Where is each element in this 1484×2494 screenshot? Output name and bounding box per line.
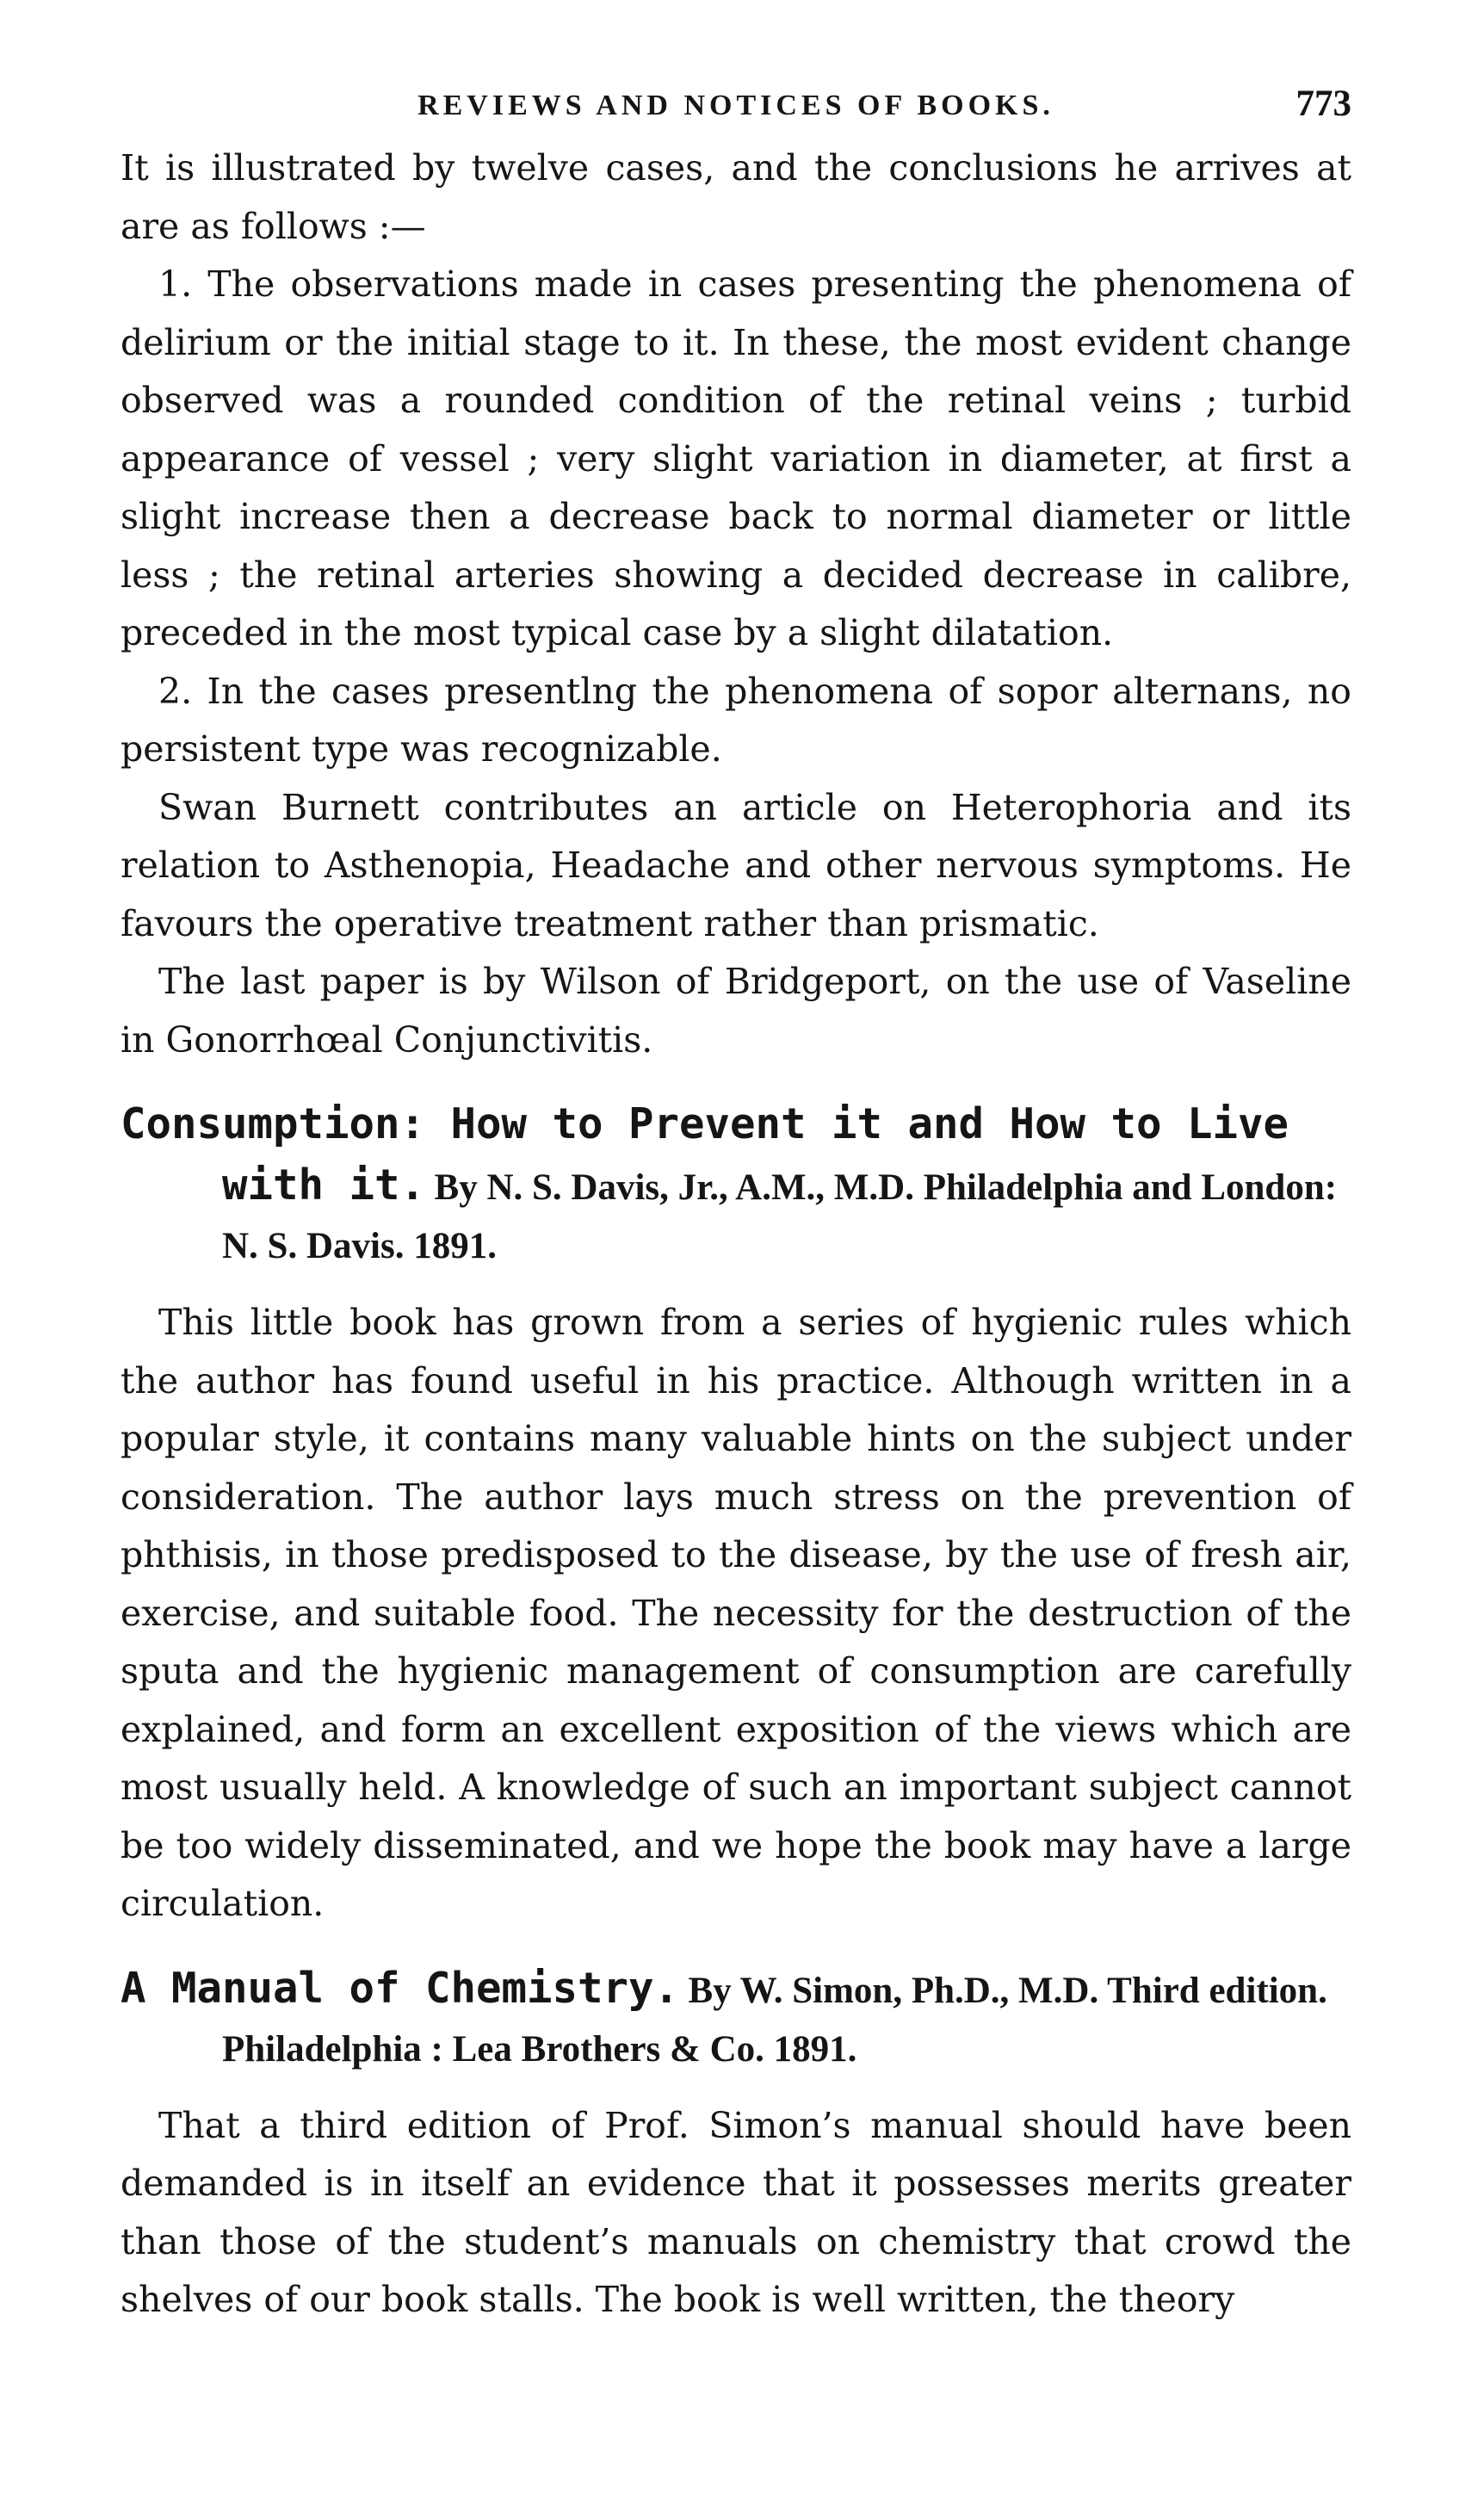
consumption-title: Consumption: How to Prevent it and How to Live with it.: [121, 1099, 1289, 1210]
running-head: [121, 79, 1351, 139]
observation-two: 2. In the cases presentlng the phenomena of sopor alternans, no persistent type was recognizable.: [121, 670, 1351, 770]
consumption-byline: By N. S. Davis, Jr., A.M., M.D. Philadelphia and London: N. S. Davis. 1891.: [222, 1167, 1338, 1266]
chemistry-title: A Manual of Chemistry.: [121, 1963, 680, 2013]
observation-one: 1. The observations made in cases presenting the phenomena of delirium or the initial stage to it. In these, the most evident change observed was a rounded condition of the retinal veins ; turbid appearance of vessel ; very slight variation in diameter, at first a slight increase then a decrease back to normal diameter or little less ; the retinal arteries showing a decided decrease in calibre, preceded in the most typical case by a slight dilatation.: [121, 263, 1351, 653]
page-number: 773: [1295, 84, 1351, 124]
book-page: [121, 79, 1351, 2330]
chemistry-byline: By W. Simon, Ph.D., M.D. Third edition. Philadelphia : Lea Brothers & Co. 1891.: [222, 1970, 1327, 2070]
running-title: REVIEWS AND NOTICES OF BOOKS.: [417, 90, 1054, 121]
chemistry-review: [121, 1959, 1351, 2330]
consumption-review: [121, 1095, 1351, 1934]
consumption-review-text: This little book has grown from a series of hygienic rules which the author has found useful in his practice. Although written in a popular style, it contains many valuable hints on the subject under consideration. The author lays much stress on the prevention of phthisis, in those predisposed to the disease, by the use of fresh air, exercise, and suitable food. The necessity for the destruction of the sputa and the hygienic management of consumption are carefully explained, and form an excellent exposition of the views which are most usually held. A knowledge of such an important subject cannot be too widely disseminated, and we hope the book may have a large circulation.: [121, 1302, 1351, 1924]
intro-paragraph: It is illustrated by twelve cases, and the conclusions he arrives at are as follows :—: [121, 147, 1351, 247]
chemistry-heading: [121, 1959, 1351, 2079]
consumption-heading: [121, 1095, 1351, 1276]
chemistry-review-text: That a third edition of Prof. Simon’s manual should have been demanded is in itself an evidence that it possesses merits greater than those of the student’s manuals on chemistry that crowd the shelves of our book stalls. The book is well written, the theory: [121, 2104, 1351, 2320]
retinal-observations: [121, 139, 1351, 1069]
wilson-paragraph: The last paper is by Wilson of Bridgeport, on the use of Vaseline in Gonorrhœal Conjunctivitis.: [121, 961, 1351, 1061]
burnett-paragraph: Swan Burnett contributes an article on Heterophoria and its relation to Asthenopia, Headache and other nervous symptoms. He favours the operative treatment rather than prismatic.: [121, 786, 1351, 944]
